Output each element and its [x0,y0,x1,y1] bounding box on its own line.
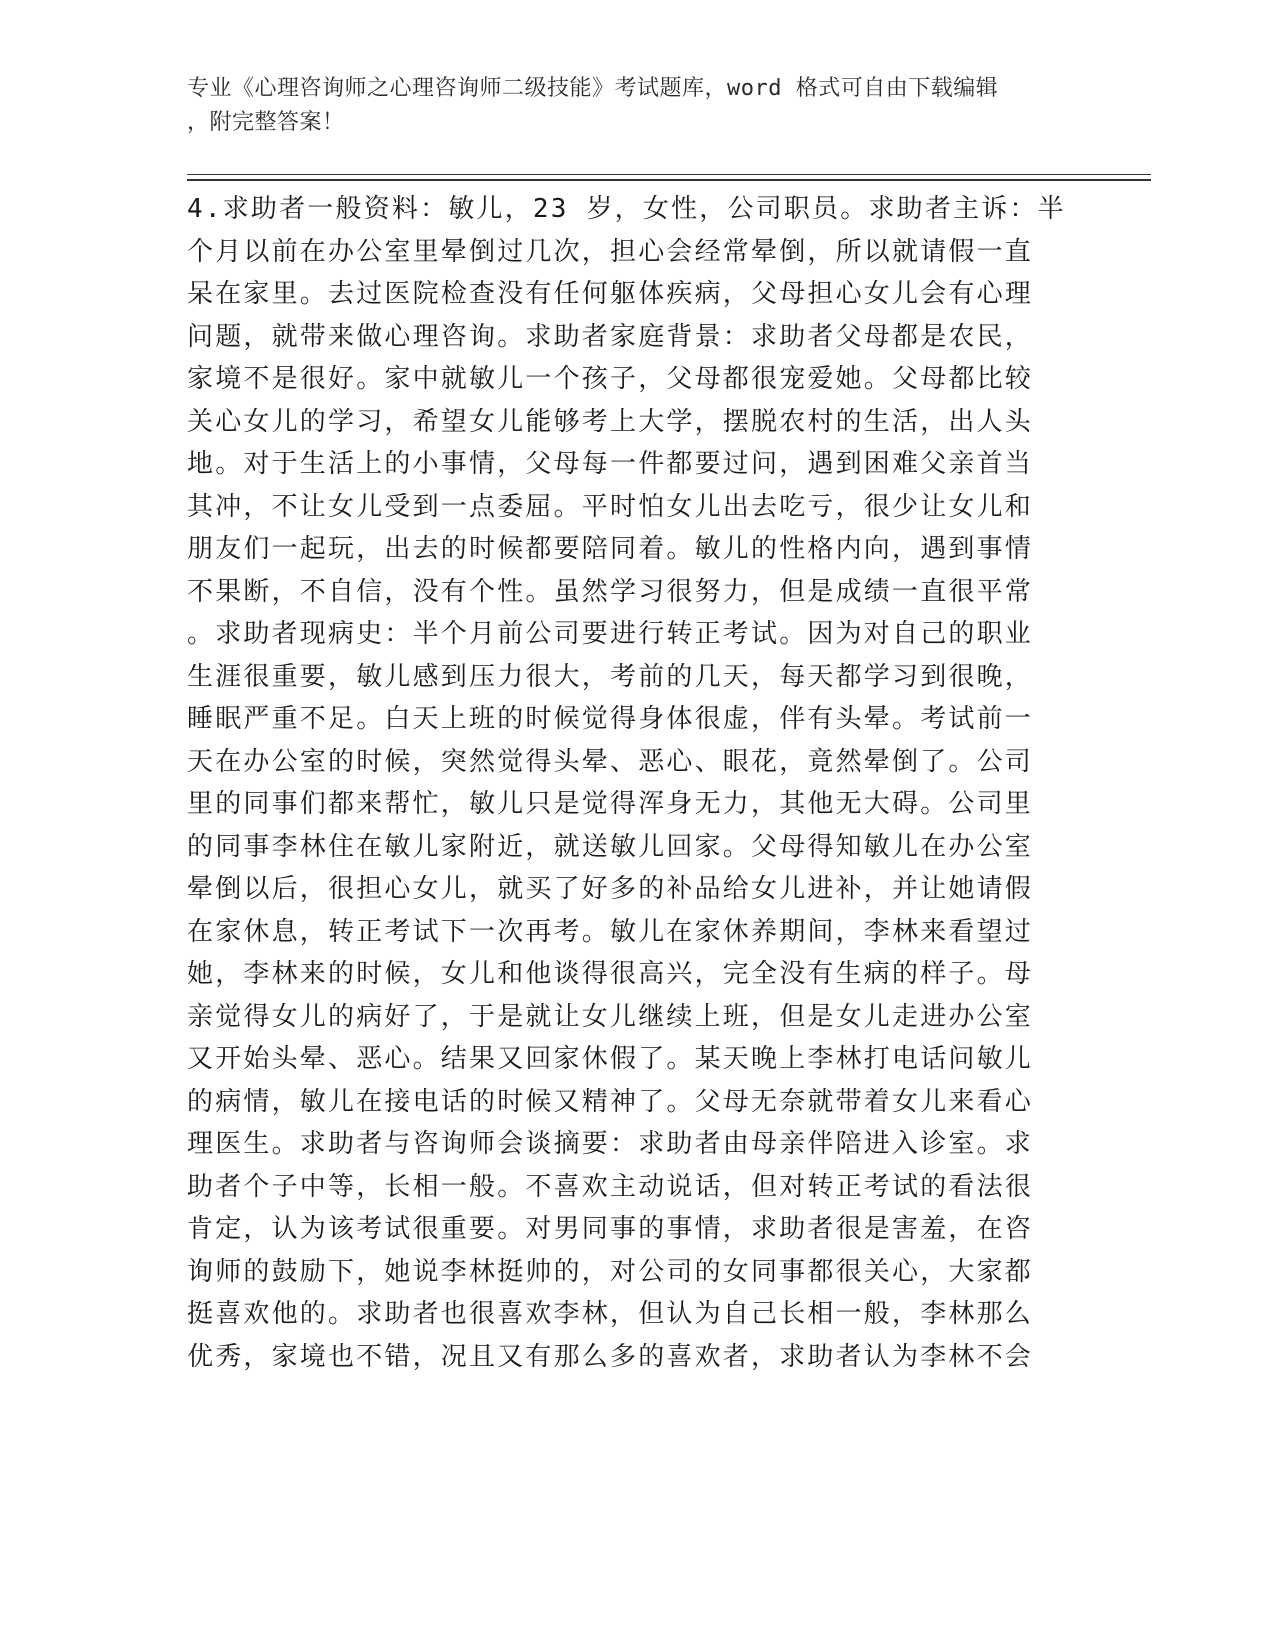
header-divider-thin [187,174,1151,175]
question-line: 挺喜欢他的。求助者也很喜欢李林，但认为自己长相一般，李林那么 [187,1299,1034,1329]
page-header [187,72,1067,140]
question-line: 天在办公室的时候，突然觉得头晕、恶心、眼花，竟然晕倒了。公司 [187,746,1034,777]
header-divider-thick [187,179,1151,181]
question-line: 理医生。求助者与咨询师会谈摘要：求助者由母亲伴陪进入诊室。求 [187,1129,1034,1159]
question-line: 里的同事们都来帮忙，敏儿只是觉得浑身无力，其他无大碍。公司里 [187,789,1034,819]
question-line: 亲觉得女儿的病好了，于是就让女儿继续上班，但是女儿走进办公室 [187,1001,1034,1032]
question-line: 助者个子中等，长相一般。不喜欢主动说话，但对转正考试的看法很 [187,1171,1034,1202]
question-line: 的病情，敏儿在接电话的时候又精神了。父母无奈就带着女儿来看心 [187,1086,1034,1117]
question-line: 问题，就带来做心理咨询。求助者家庭背景：求助者父母都是农民， [187,321,1034,352]
question-line: 家境不是很好。家中就敏儿一个孩子，父母都很宠爱她。父母都比较 [187,364,1034,394]
question-line: 关心女儿的学习，希望女儿能够考上大学，摆脱农村的生活，出人头 [187,406,1034,437]
question-line: 优秀，家境也不错，况且又有那么多的喜欢者，求助者认为李林不会 [187,1341,1034,1372]
question-line: 又开始头晕、恶心。结果又回家休假了。某天晚上李林打电话问敏儿 [187,1044,1034,1074]
question-line: 4.求助者一般资料：敏儿，23 岁，女性，公司职员。求助者主诉：半 [187,194,1066,224]
question-line: 她，李林来的时候，女儿和他谈得很高兴，完全没有生病的样子。母 [187,959,1034,989]
header-line-1: 专业《心理咨询师之心理咨询师二级技能》考试题库，word 格式可自由下载编辑 [187,76,999,101]
question-line: 不果断，不自信，没有个性。虽然学习很努力，但是成绩一直很平常 [187,576,1034,607]
question-line: 的同事李林住在敏儿家附近，就送敏儿回家。父母得知敏儿在办公室 [187,831,1034,862]
question-line: 地。对于生活上的小事情，父母每一件都要过问，遇到困难父亲首当 [187,449,1034,479]
question-line: 在家休息，转正考试下一次再考。敏儿在家休养期间，李林来看望过 [187,916,1034,947]
question-line: 生涯很重要，敏儿感到压力很大，考前的几天，每天都学习到很晚， [187,661,1034,692]
header-line-2: ，附完整答案！ [187,110,345,135]
question-line: 个月以前在办公室里晕倒过几次，担心会经常晕倒，所以就请假一直 [187,236,1034,267]
question-line: 询师的鼓励下，她说李林挺帅的，对公司的女同事都很关心，大家都 [187,1256,1034,1287]
question-line: 。求助者现病史：半个月前公司要进行转正考试。因为对自己的职业 [187,619,1034,649]
question-line: 肯定，认为该考试很重要。对男同事的事情，求助者很是害羞，在咨 [187,1214,1034,1244]
question-line: 呆在家里。去过医院检查没有任何躯体疾病，父母担心女儿会有心理 [187,279,1034,309]
question-line: 其冲，不让女儿受到一点委屈。平时怕女儿出去吃亏，很少让女儿和 [187,491,1034,522]
question-line: 朋友们一起玩，出去的时候都要陪同着。敏儿的性格内向，遇到事情 [187,534,1034,564]
question-line: 睡眠严重不足。白天上班的时候觉得身体很虚，伴有头晕。考试前一 [187,704,1034,734]
question-text [187,188,1067,1378]
question-line: 晕倒以后，很担心女儿，就买了好多的补品给女儿进补，并让她请假 [187,874,1034,904]
